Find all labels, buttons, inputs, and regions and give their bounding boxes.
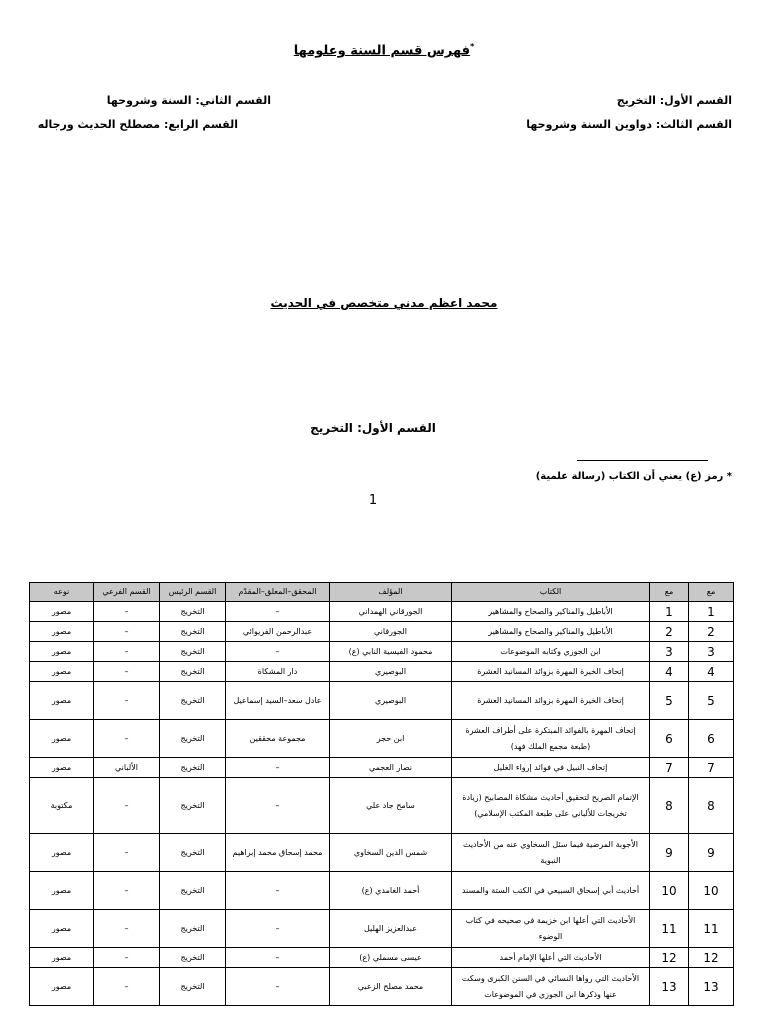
- cell-seq2: 13: [650, 968, 689, 1006]
- cell-author: الجورقاني: [330, 622, 452, 642]
- section-4-value: مصطلح الحديث ورجاله: [37, 118, 161, 131]
- cell-type: مصور: [30, 834, 94, 872]
- cell-type: مكتوبة: [30, 778, 94, 834]
- cell-main-section: التخريج: [160, 662, 226, 682]
- cell-main-section: التخريج: [160, 910, 226, 948]
- cell-author: البوصيري: [330, 682, 452, 720]
- section-1: [617, 94, 732, 107]
- cell-book: إتحاف المهرة بالفوائد المبتكرة على أطراف العشرة (طبعة مجمع الملك فهد): [452, 720, 650, 758]
- cell-author: الجورقاني الهمداني: [330, 602, 452, 622]
- cell-book: ابن الجوزي وكتابه الموضوعات: [452, 642, 650, 662]
- cell-author: ابن حجر: [330, 720, 452, 758]
- cell-editor: –: [226, 602, 330, 622]
- section-2: [107, 94, 271, 107]
- cell-type: مصور: [30, 910, 94, 948]
- cell-editor: محمد إسحاق محمد إبراهيم: [226, 834, 330, 872]
- table-row: [30, 622, 734, 642]
- col-header-seq2: مع: [650, 583, 689, 602]
- cell-seq: 1: [689, 602, 734, 622]
- cell-sub-section: –: [94, 834, 160, 872]
- cell-book: الأحاديث التي أعلها ابن خزيمة في صحيحه في كتاب الوضوء: [452, 910, 650, 948]
- cell-author: عيسى مسملي (ع): [330, 948, 452, 968]
- cell-book: إتحاف الخيرة المهرة بزوائد المسانيد العشرة: [452, 682, 650, 720]
- cell-main-section: التخريج: [160, 872, 226, 910]
- cell-editor: –: [226, 758, 330, 778]
- cell-editor: دار المشكاة: [226, 662, 330, 682]
- table-row: [30, 778, 734, 834]
- table-row: [30, 834, 734, 872]
- cell-seq2: 7: [650, 758, 689, 778]
- cell-sub-section: –: [94, 968, 160, 1006]
- cell-main-section: التخريج: [160, 642, 226, 662]
- cell-author: أحمد الغامدي (ع): [330, 872, 452, 910]
- cell-book: إتحاف النبيل في فوائد إرواء الغليل: [452, 758, 650, 778]
- cell-type: مصور: [30, 662, 94, 682]
- cell-seq: 11: [689, 910, 734, 948]
- cell-seq2: 2: [650, 622, 689, 642]
- cell-editor: –: [226, 968, 330, 1006]
- cell-seq2: 5: [650, 682, 689, 720]
- cell-seq: 10: [689, 872, 734, 910]
- cell-author: محمد مصلح الزعبي: [330, 968, 452, 1006]
- cell-book: الأجوبة المرضية فيما سئل السخاوي عنه من الأحاديث النبوية: [452, 834, 650, 872]
- cell-main-section: التخريج: [160, 948, 226, 968]
- cell-main-section: التخريج: [160, 720, 226, 758]
- page-number: 1: [368, 493, 378, 508]
- cell-book: الأحاديث التي أعلها الإمام أحمد: [452, 948, 650, 968]
- cell-seq: 6: [689, 720, 734, 758]
- cell-author: عبدالعزيز الهليل: [330, 910, 452, 948]
- table-row: [30, 682, 734, 720]
- section-1-value: التخريج: [616, 94, 656, 107]
- cell-editor: –: [226, 910, 330, 948]
- cell-author: البوصيري: [330, 662, 452, 682]
- cell-book: الأحاديث التي رواها النسائي في السنن الكبرى وسكت عنها وذكرها ابن الجوزي في الموضوعات: [452, 968, 650, 1006]
- table-row: [30, 758, 734, 778]
- cell-seq: 4: [689, 662, 734, 682]
- cell-sub-section: –: [94, 622, 160, 642]
- table-row: [30, 662, 734, 682]
- col-header-book: الكتاب: [452, 583, 650, 602]
- footnote: * رمز (ع) يعني أن الكتاب (رسالة علمية): [535, 471, 732, 482]
- index-table: [29, 582, 734, 1006]
- cell-sub-section: –: [94, 778, 160, 834]
- table-row: [30, 602, 734, 622]
- cell-author: نصار العجمي: [330, 758, 452, 778]
- cell-type: مصور: [30, 968, 94, 1006]
- cell-seq: 2: [689, 622, 734, 642]
- table-row: [30, 720, 734, 758]
- author-heading: [0, 296, 768, 310]
- cell-type: مصور: [30, 682, 94, 720]
- cell-seq2: 9: [650, 834, 689, 872]
- cell-main-section: التخريج: [160, 968, 226, 1006]
- cell-seq: 12: [689, 948, 734, 968]
- cell-editor: –: [226, 948, 330, 968]
- cell-sub-section: –: [94, 682, 160, 720]
- cell-seq2: 6: [650, 720, 689, 758]
- cell-type: مصور: [30, 720, 94, 758]
- col-header-author: المؤلف: [330, 583, 452, 602]
- cell-type: مصور: [30, 872, 94, 910]
- footnote-marker: *: [470, 42, 475, 51]
- section-3: [526, 118, 732, 131]
- cell-seq: 9: [689, 834, 734, 872]
- page-title-text: فهرس قسم السنة وعلومها: [293, 43, 471, 59]
- cell-editor: –: [226, 642, 330, 662]
- cell-seq: 3: [689, 642, 734, 662]
- table-row: [30, 642, 734, 662]
- cell-main-section: التخريج: [160, 682, 226, 720]
- footnote-separator: [577, 460, 708, 461]
- cell-main-section: التخريج: [160, 602, 226, 622]
- table-row: [30, 910, 734, 948]
- section-2-value: السنة وشروحها: [106, 94, 192, 107]
- cell-editor: مجموعة محققين: [226, 720, 330, 758]
- cell-seq: 5: [689, 682, 734, 720]
- table-header-row: [30, 583, 734, 602]
- cell-type: مصور: [30, 758, 94, 778]
- cell-sub-section: –: [94, 642, 160, 662]
- cell-seq: 8: [689, 778, 734, 834]
- cell-seq2: 3: [650, 642, 689, 662]
- author-name: محمد اعظم مدني متخصص في الحديث: [270, 296, 498, 310]
- cell-seq: 13: [689, 968, 734, 1006]
- cell-sub-section: –: [94, 948, 160, 968]
- cell-book: أحاديث أبي إسحاق السبيعي في الكتب الستة والمسند: [452, 872, 650, 910]
- cell-seq2: 11: [650, 910, 689, 948]
- cell-type: مصور: [30, 948, 94, 968]
- cell-author: سامح جاد علي: [330, 778, 452, 834]
- cell-sub-section: الألباني: [94, 758, 160, 778]
- cell-type: مصور: [30, 622, 94, 642]
- col-header-type: نوعه: [30, 583, 94, 602]
- table-row: [30, 948, 734, 968]
- cell-seq2: 4: [650, 662, 689, 682]
- col-header-editor: المحقق–المعلق–المقدّم: [226, 583, 330, 602]
- cell-sub-section: –: [94, 720, 160, 758]
- cell-book: إتحاف الخيرة المهرة بزوائد المسانيد العشرة: [452, 662, 650, 682]
- cell-editor: عبدالرحمن الفريوائي: [226, 622, 330, 642]
- section-1-label: القسم الأول:: [659, 94, 732, 107]
- cell-sub-section: –: [94, 872, 160, 910]
- cell-book: الأباطيل والمناكير والصحاح والمشاهير: [452, 602, 650, 622]
- cell-editor: عادل سعد–السيد إسماعيل: [226, 682, 330, 720]
- col-header-sub-section: القسم الفرعي: [94, 583, 160, 602]
- cell-seq: 7: [689, 758, 734, 778]
- section-3-value: دواوين السنة وشروحها: [526, 118, 652, 131]
- section-4-label: القسم الرابع:: [163, 118, 238, 131]
- section-4: [38, 118, 238, 131]
- page-title: [0, 42, 768, 58]
- section-2-label: القسم الثاني:: [195, 94, 271, 107]
- table-row: [30, 968, 734, 1006]
- cell-main-section: التخريج: [160, 834, 226, 872]
- cell-sub-section: –: [94, 910, 160, 948]
- cell-seq2: 8: [650, 778, 689, 834]
- cell-main-section: التخريج: [160, 622, 226, 642]
- cell-editor: –: [226, 872, 330, 910]
- cell-type: مصور: [30, 642, 94, 662]
- cell-main-section: التخريج: [160, 778, 226, 834]
- table-row: [30, 872, 734, 910]
- cell-author: محمود الفيسية النابي (ع): [330, 642, 452, 662]
- cell-seq2: 1: [650, 602, 689, 622]
- col-header-seq: مع: [689, 583, 734, 602]
- cell-sub-section: –: [94, 662, 160, 682]
- cell-book: الإتمام الصريح لتحقيق أحاديث مشكاة المصابيح (زيادة تخريجات للألباني على طبعة المكتب الإسلامي): [452, 778, 650, 834]
- part-heading: القسم الأول: التخريج: [310, 421, 436, 435]
- cell-book: الأباطيل والمناكير والصحاح والمشاهير: [452, 622, 650, 642]
- cell-sub-section: –: [94, 602, 160, 622]
- col-header-main-section: القسم الرئيس: [160, 583, 226, 602]
- section-3-label: القسم الثالث:: [655, 118, 732, 131]
- cell-type: مصور: [30, 602, 94, 622]
- cell-seq2: 12: [650, 948, 689, 968]
- cell-editor: –: [226, 778, 330, 834]
- cell-main-section: التخريج: [160, 758, 226, 778]
- cell-author: شمس الدين السخاوي: [330, 834, 452, 872]
- cell-seq2: 10: [650, 872, 689, 910]
